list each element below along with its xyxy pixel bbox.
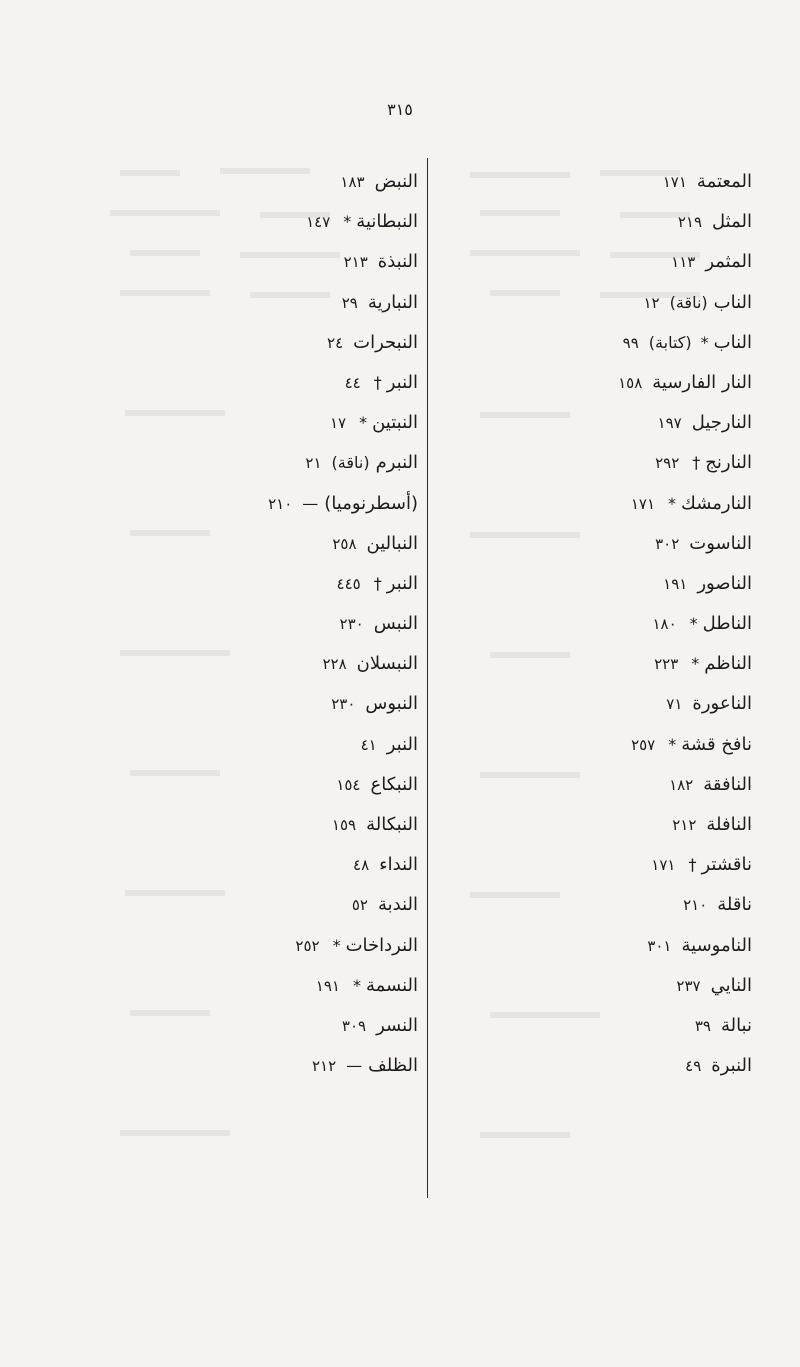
page-reference: ١٩٧ [657,414,682,433]
index-term: النافلة [706,814,752,835]
page-reference: ١٨٣ [340,173,365,191]
index-entry [78,805,418,845]
index-term: الناب [713,291,752,313]
page-reference: ١٩١ [663,574,688,593]
index-term: النبسلان [356,653,418,675]
page-reference: ٤٨ [353,856,370,875]
page-reference: ٢٥٢ [295,936,320,955]
index-term: النار الفارسية [652,371,752,393]
index-entry [412,202,752,242]
index-entry [412,443,752,483]
entry-mark: * [700,332,709,352]
index-entry [78,363,418,403]
index-entry [412,484,752,524]
index-entry [78,403,418,443]
page-reference: ٢١ [305,454,322,473]
page-reference: ٣٠٩ [341,1016,367,1035]
index-term: الندبة [377,894,418,916]
index-term: نبالة [720,1014,752,1036]
entry-mark: * [332,935,341,955]
index-term: (أسطرنوميا) [324,492,418,514]
index-term: النداء [379,854,418,876]
page-reference: ١٥٨ [618,373,643,392]
index-entry [78,684,418,724]
page-reference: ٢١٠ [268,494,293,513]
index-entry [78,202,418,242]
entry-mark: * [668,493,677,513]
page-reference: ٢٢٨ [322,655,347,674]
index-entry [412,644,752,684]
entry-mark: * [668,734,677,754]
index-term: المثمر [705,251,752,273]
entry-note: — [302,493,319,513]
page-reference: ٢٣٠ [339,615,364,634]
index-entry [412,684,752,724]
page-reference: ٤٤٥ [336,574,361,593]
index-term: النارجيل [691,412,752,434]
index-entry [78,242,418,282]
index-term: نافخ قشة [681,733,752,755]
index-entry [412,363,752,403]
index-entry [78,885,418,925]
index-entry [78,926,418,966]
index-term: النارمشك [681,492,752,514]
index-entry [78,845,418,885]
index-term: النبحرات [353,331,418,353]
index-entry [78,524,418,564]
page-reference: ٢٥٧ [631,735,656,754]
index-column-right [412,162,752,1086]
entry-mark: † [688,855,697,875]
index-entry [78,443,418,483]
index-term: النبس [373,613,418,635]
index-entry [412,524,752,564]
index-term: النبرة [711,1055,752,1077]
index-entry [78,1006,418,1046]
index-entry [412,403,752,443]
index-entry [412,564,752,604]
index-column-left [78,162,418,1086]
entry-note: — [346,1056,363,1076]
page-reference: ١٧١ [630,494,656,513]
index-term: النبتين [372,412,418,434]
index-term: الناطل [702,613,752,635]
entry-mark: * [689,614,698,634]
page-reference: ٢٥٨ [332,534,357,553]
index-term: النبر [386,733,418,755]
page-reference: ١٨٠ [652,615,677,634]
page-reference: ١٥٤ [336,775,361,794]
page-number: ٣١٥ [387,100,413,119]
index-term: المعتمة [696,171,752,192]
index-term: الناصور [697,572,752,594]
index-entry [412,1046,752,1086]
index-entry [412,885,752,925]
index-entry [412,725,752,765]
entry-mark: * [359,413,368,433]
index-term: الناعورة [692,693,752,715]
index-term: ناقلة [717,894,752,916]
entry-mark: * [352,975,361,995]
index-term: النايي [710,974,752,996]
page-reference: ٢٣٠ [331,695,356,714]
page-reference: ٩٩ [622,333,639,352]
index-term: الظلف [368,1055,418,1077]
page-reference: ٤٤ [344,373,361,392]
index-entry [78,484,418,524]
page-reference: ٤١ [360,735,377,754]
index-term: النرداخات [345,934,418,956]
index-entry [412,966,752,1006]
index-term: النارنج [705,452,752,474]
index-term: النبكاع [370,773,418,795]
index-entry [412,283,752,323]
page-reference: ١٨٢ [669,775,694,794]
index-entry [78,644,418,684]
index-entry [78,162,418,202]
index-term: النبارية [367,291,418,313]
index-entry [78,765,418,805]
index-entry [412,805,752,845]
index-term: الناموسية [681,934,752,956]
index-entry [78,283,418,323]
page-reference: ١٥٩ [331,816,357,834]
index-term: النبض [374,171,418,192]
page-reference: ١٧١ [662,173,687,191]
index-term: النبرم [375,452,418,474]
page-reference: ٢٢٣ [654,655,679,674]
index-term: النسر [376,1014,418,1036]
index-term: النبكالة [366,814,418,835]
page-reference: ٢٩٢ [655,454,680,473]
page-reference: ٢١٣ [343,253,368,272]
entry-note: (ناقة) [331,453,370,473]
page-reference: ٣٩ [694,1016,711,1035]
page-reference: ١١٣ [671,253,696,272]
page-reference: ٣٠١ [647,936,672,955]
entry-mark: * [691,654,700,674]
index-entry [78,1046,418,1086]
index-entry [78,725,418,765]
page-reference: ٢١٢ [672,816,697,834]
index-term: النبوس [365,693,418,715]
page-reference: ٢٩ [341,293,358,312]
index-entry [412,926,752,966]
entry-mark: * [343,212,352,232]
index-term: الناب [713,331,752,353]
page-reference: ١٤٧ [306,213,331,232]
page-reference: ٢١٠ [683,896,708,915]
index-term: النبذة [377,251,418,273]
index-term: المثل [712,211,752,233]
index-entry [78,966,418,1006]
index-term: الناسوت [689,532,752,554]
index-term: النبالين [366,532,418,554]
index-entry [412,765,752,805]
index-term: النبر [386,371,418,393]
index-entry [78,564,418,604]
page-reference: ٢١٢ [311,1057,337,1076]
entry-mark: † [373,372,382,392]
page-reference: ١٢ [643,293,660,312]
index-entry [412,242,752,282]
index-term: ناقشتر [701,854,752,876]
page-reference: ١٩١ [315,976,340,995]
entry-mark: † [373,573,382,593]
page-reference: ١٧١ [651,856,676,875]
index-entry [78,323,418,363]
entry-note: (ناقة) [669,292,708,312]
index-term: النافقة [703,773,752,795]
page-reference: ٧١ [666,695,683,714]
entry-note: (كتابة) [648,332,692,352]
page-reference: ١٧ [329,414,347,433]
index-term: النبطانية [356,211,418,233]
page-reference: ٥٢ [351,896,368,915]
index-entry [412,845,752,885]
page-reference: ٢١٩ [677,213,703,232]
page-reference: ٢٣٧ [676,976,701,995]
page-reference: ٣٠٢ [655,534,680,553]
index-entry [412,162,752,202]
index-entry [412,1006,752,1046]
page-reference: ٤٩ [685,1057,702,1076]
entry-mark: † [692,453,701,473]
page-reference: ٢٤ [327,333,344,352]
index-term: الناظم [704,653,752,675]
index-term: النبر [386,572,418,594]
index-entry [412,604,752,644]
index-entry [78,604,418,644]
index-term: النسمة [365,974,418,996]
index-entry [412,323,752,363]
